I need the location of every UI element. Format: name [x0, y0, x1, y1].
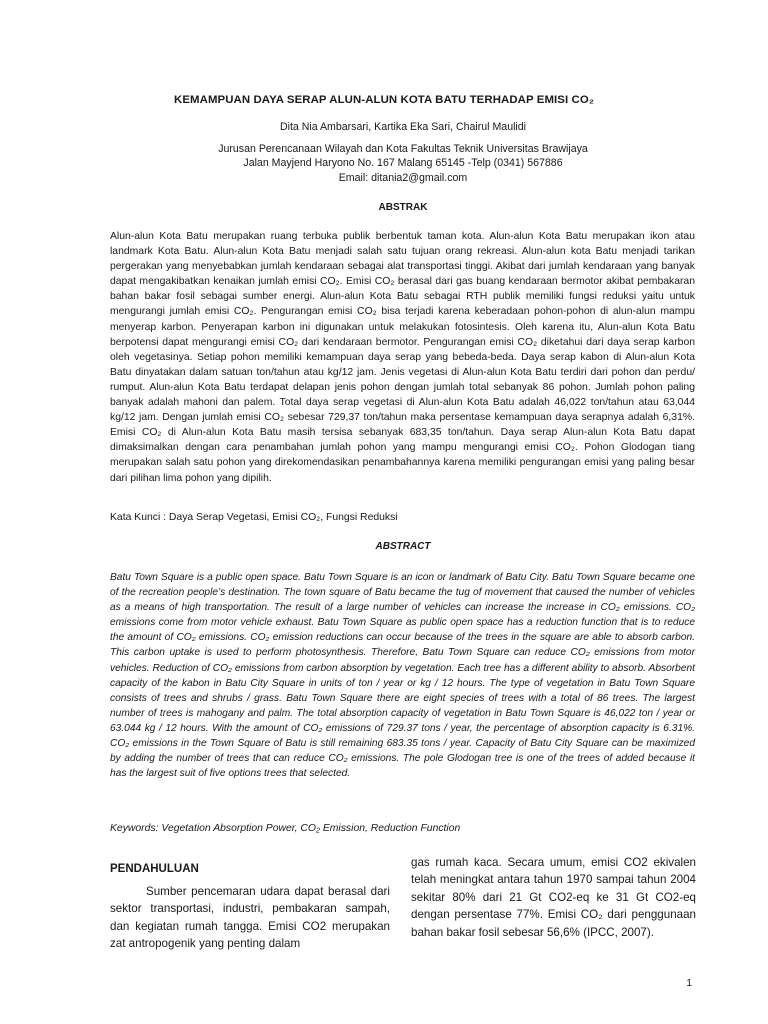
paper-title: KEMAMPUAN DAYA SERAP ALUN-ALUN KOTA BATU TERHADAP EMISI CO₂ [174, 94, 594, 106]
intro-left-column: Sumber pencemaran udara dapat berasal dari sektor transportasi, industri, pembakaran sampah, dan kegiatan rumah tangga. Emisi CO2 merupakan zat antropogenik yang penting dalam [110, 885, 390, 951]
authors: Dita Nia Ambarsari, Kartika Eka Sari, Chairul Maulidi [279, 121, 527, 133]
abstrak-body: Alun-alun Kota Batu merupakan ruang terbuka publik berbentuk taman kota. Alun-alun Kota Batu merupakan ikon atau landmark Kota Batu. Alun-alun Kota Batu menjadi salah satu tujuan orang rekreasi. Alun-alun kota Batu menjadi tarikan pergerakan yang menyebabkan jumlah kendaraan sebagai alat transportasi tinggi. Akibat dari jumlah kendaraan yang banyak dapat mengakibatkan kenaikan jumlah emisi CO₂. Emisi CO₂ berasal dari gas buang kendaraan bermotor akibat pembakaran bahan bakar fosil sebagai sumber energi. Alun-alun Kota Batu sebagai RTH publik memiliki fungsi reduksi yaitu untuk mengurangi jumlah emisi CO₂. Pengurangan emisi CO₂ bisa terjadi karena keberadaan pohon-pohon di alun-alun mampu menyerap karbon. Penyerapan karbon ini digunakan untuk melakukan fotosintesis. Oleh karena itu, Alun-alun Kota Batu berpotensi dapat mengurangi emisi CO₂ dari kendaraan bermotor. Pengurangan emisi CO₂ diketahui dari daya serap karbon oleh vegetasinya. Setiap pohon memiliki kemampuan daya serap yang bebeda-beda. Daya serap kabon di Alun-alun Kota Batu dinyatakan dalam satuan ton/tahun atau kg/12 jam. Jenis vegetasi di Alun-alun Kota Batu terdiri dari pohon dan perdu/ rumput. Alun-alun Kota Batu terdapat delapan jenis pohon dengan jumlah total sebanyak 86 pohon. Jumlah pohon paling banyak adalah mahoni dan palem. Total daya serap vegetasi di Alun-alun Kota Batu adalah 46,022 ton/tahun atau 63,044 kg/12 jam. Dengan jumlah emisi CO₂ sebesar 729,37 ton/tahun maka persentase kemampuan daya serapnya adalah 6,31%. Emisi CO₂ di Alun-alun Kota Batu masih tersisa sebanyak 683,35 ton/tahun. Daya serap Alun-alun Kota Batu dapat dimaksimalkan dengan cara penambahan jumlah pohon yang mampu mengurangi emisi CO₂. Pohon Glodogan tiang merupakan salah satu pohon yang direkomendasikan penambahannya karena memiliki pengurangan emisi yang paling besar dari pilihan lima pohon yang dipilih. [110, 231, 695, 484]
kata-kunci: Kata Kunci : Daya Serap Vegetasi, Emisi CO₂, Fungsi Reduksi [110, 512, 398, 523]
abstract-body: Batu Town Square is a public open space. Batu Town Square is an icon or landmark of Batu City. Batu Town Square became one of the recreation people’s destination. The town square of Batu became the tug of movement that caused the number of vehicles as a means of high transportation. The result of a large number of vehicles can increase the increase in CO₂ emissions. CO₂ emissions come from motor vehicle exhaust. Batu Town Square as public open space has a reduction function that is to reduce the amount of CO₂ emissions. CO₂ emission reductions can occur because of the trees in the square are able to absorb carbon. This carbon uptake is used to perform photosynthesis. Therefore, Batu Town Square can reduce CO₂ emissions from motor vehicles. Reduction of CO₂ emissions from carbon absorption by vegetation. Each tree has a different ability to absorb. Absorbent capacity of the kabon in Batu City Square in units of ton / year or kg / 12 hours. The type of vegetation in Batu Town Square consists of trees and shrubs / grass. Batu Town Square there are eight species of trees with a total of 86 trees. The largest number of trees is mahogany and palm. The total absorption capacity of vegetation in Batu Town Square is 46,022 ton / year or 63.044 kg / 12 hours. With the amount of CO₂ emissions of 729.37 tons / year, the percentage of absorption capacity is 6.31%. CO₂ emissions in the Town Square of Batu is still remaining 683.35 tons / year. Capacity of Batu City Square can be maximized by adding the number of trees that can reduce CO₂ emissions. The pole Glodogan tree is one of the trees of added because it has the largest suit of five options trees that selected. [110, 572, 695, 780]
affiliation-line-2: Jalan Mayjend Haryono No. 167 Malang 65145 -Telp (0341) 567886 [243, 157, 563, 169]
abstract-heading: ABSTRACT [375, 541, 431, 552]
section-heading-pendahuluan: PENDAHULUAN [110, 863, 199, 875]
author-email: Email: ditania2@gmail.com [338, 172, 468, 184]
affiliation-line-1: Jurusan Perencanaan Wilayah dan Kota Fakultas Teknik Universitas Brawijaya [218, 143, 588, 155]
abstrak-heading: ABSTRAK [378, 202, 428, 213]
page-number: 1 [686, 978, 692, 989]
keywords: Keywords: Vegetation Absorption Power, CO₂ Emission, Reduction Function [110, 823, 461, 834]
intro-right-column: gas rumah kaca. Secara umum, emisi CO2 ekivalen telah meningkat antara tahun 1970 sampai tahun 2004 sekitar 80% dari 21 Gt CO2-eq ke 31 Gt CO2-eq dengan persentase 77%. Emisi CO₂ dari penggunaan bahan bakar fosil sebesar 56,6% (IPCC, 2007). [411, 856, 696, 939]
